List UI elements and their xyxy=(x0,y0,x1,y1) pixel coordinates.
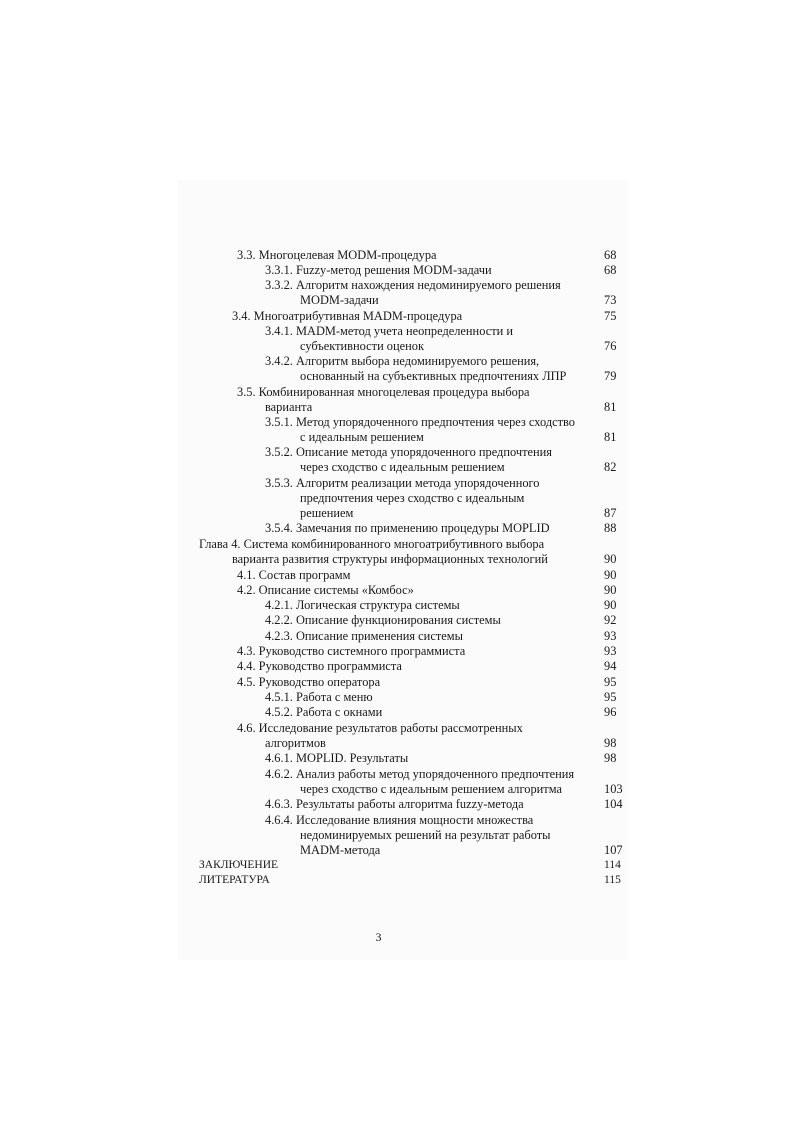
toc-entry-continuation xyxy=(0,552,795,568)
toc-entry-title: 4.2.1. Логическая структура системы xyxy=(265,598,460,612)
toc-entry-4-2-1[interactable] xyxy=(0,598,795,614)
toc-entry-title: алгоритмов xyxy=(265,736,326,750)
toc-entry-page: 90 xyxy=(604,583,617,597)
toc-entry-page: 73 xyxy=(604,293,617,307)
toc-entry-4-5-2[interactable] xyxy=(0,705,795,721)
toc-entry-4-6-1[interactable] xyxy=(0,751,795,767)
toc-entry-title: 4.6.3. Результаты работы алгоритма fuzzy-метода xyxy=(265,797,524,811)
toc-entry-4-4[interactable] xyxy=(0,659,795,675)
toc-entry-page: 104 xyxy=(604,797,623,811)
toc-entry-page: 81 xyxy=(604,430,617,444)
toc-entry-title: MADM-метода xyxy=(300,843,381,857)
toc-entry-title: предпочтения через сходство с идеальным xyxy=(300,491,525,505)
toc-entry-title: недоминируемых решений на результат работы xyxy=(300,828,551,842)
toc-entry-page: 68 xyxy=(604,248,617,262)
toc-entry-page: 76 xyxy=(604,339,617,353)
toc-entry-page: 114 xyxy=(604,859,621,871)
toc-entry-title: варианта xyxy=(265,400,313,414)
toc-entry-page: 96 xyxy=(604,705,617,719)
toc-entry-continuation xyxy=(0,843,795,859)
toc-entry-title: Глава 4. Система комбинированного многоатрибутивного выбора xyxy=(199,537,545,551)
toc-entry-page: 82 xyxy=(604,460,617,474)
toc-entry-3-3-1[interactable] xyxy=(0,263,795,279)
toc-entry-3-4[interactable] xyxy=(0,309,795,325)
toc-entry-page: 115 xyxy=(604,874,621,886)
toc-entry-3-5-4[interactable] xyxy=(0,521,795,537)
toc-entry-continuation xyxy=(0,400,795,416)
toc-entry-3-5-1[interactable] xyxy=(0,415,795,431)
toc-entry-literature[interactable] xyxy=(0,873,795,889)
toc-entry-4-2[interactable] xyxy=(0,583,795,599)
toc-entry-continuation xyxy=(0,506,795,522)
toc-entry-page: 79 xyxy=(604,369,617,383)
toc-entry-3-5-2[interactable] xyxy=(0,445,795,461)
toc-entry-title: 3.5.2. Описание метода упорядоченного предпочтения xyxy=(265,445,552,459)
toc-entry-3-5-3[interactable] xyxy=(0,476,795,492)
toc-entry-title: 4.2. Описание системы «Комбос» xyxy=(237,583,414,597)
toc-entry-continuation xyxy=(0,736,795,752)
toc-entry-page: 95 xyxy=(604,690,617,704)
toc-entry-title: через сходство с идеальным решением алгоритма xyxy=(300,782,562,796)
toc-entry-4-3[interactable] xyxy=(0,644,795,660)
toc-entry-title: основанный на субъективных предпочтениях ЛПР xyxy=(300,369,567,383)
toc-entry-page: 95 xyxy=(604,675,617,689)
toc-entry-title: 3.5. Комбинированная многоцелевая процедура выбора xyxy=(237,385,530,399)
toc-entry-4-6-4[interactable] xyxy=(0,813,795,829)
toc-entry-page: 103 xyxy=(604,782,623,796)
toc-entry-title: ЛИТЕРАТУРА xyxy=(199,874,270,886)
toc-entry-title: 3.4. Многоатрибутивная MADM-процедура xyxy=(232,309,463,323)
toc-entry-title: 4.4. Руководство программиста xyxy=(237,659,402,673)
toc-entry-4-5[interactable] xyxy=(0,675,795,691)
toc-entry-4-6[interactable] xyxy=(0,721,795,737)
toc-entry-title: 3.3.2. Алгоритм нахождения недоминируемого решения xyxy=(265,278,561,292)
toc-entry-title: 4.6.2. Анализ работы метод упорядоченного предпочтения xyxy=(265,767,575,781)
toc-entry-continuation xyxy=(0,491,795,507)
toc-entry-title: 3.3.1. Fuzzy-метод решения MODM-задачи xyxy=(265,263,492,277)
toc-entry-page: 87 xyxy=(604,506,617,520)
toc-entry-page: 75 xyxy=(604,309,617,323)
toc-entry-page: 93 xyxy=(604,629,617,643)
toc-entry-title: через сходство с идеальным решением xyxy=(300,460,505,474)
toc-entry-page: 98 xyxy=(604,736,617,750)
toc-entry-page: 93 xyxy=(604,644,617,658)
toc-entry-page: 107 xyxy=(604,843,623,857)
toc-entry-page: 90 xyxy=(604,598,617,612)
toc-entry-title: 4.6.1. MOPLID. Результаты xyxy=(265,751,409,765)
toc-entry-title: 4.2.3. Описание применения системы xyxy=(265,629,463,643)
toc-entry-3-4-1[interactable] xyxy=(0,324,795,340)
toc-entry-3-5[interactable] xyxy=(0,385,795,401)
toc-entry-3-4-2[interactable] xyxy=(0,354,795,370)
toc-entry-title: 4.6.4. Исследование влияния мощности множества xyxy=(265,813,534,827)
page-number-text: 3 xyxy=(375,930,382,944)
toc-entry-4-1[interactable] xyxy=(0,568,795,584)
toc-entry-continuation xyxy=(0,430,795,446)
toc-entry-page: 68 xyxy=(604,263,617,277)
toc-entry-page: 98 xyxy=(604,751,617,765)
toc-entry-page: 90 xyxy=(604,568,617,582)
toc-entry-title: 4.5.1. Работа с меню xyxy=(265,690,373,704)
toc-entry-continuation xyxy=(0,782,795,798)
toc-entry-title: 3.4.1. MADM-метод учета неопределенности и xyxy=(265,324,513,338)
toc-entry-continuation xyxy=(0,460,795,476)
toc-entry-title: 4.5. Руководство оператора xyxy=(237,675,381,689)
toc-entry-title: с идеальным решением xyxy=(300,430,424,444)
toc-entry-title: 3.5.3. Алгоритм реализации метода упорядоченного xyxy=(265,476,540,490)
toc-entry-4-5-1[interactable] xyxy=(0,690,795,706)
toc-entry-4-6-3[interactable] xyxy=(0,797,795,813)
toc-entry-title: 3.4.2. Алгоритм выбора недоминируемого решения, xyxy=(265,354,540,368)
toc-entry-3-3[interactable] xyxy=(0,248,795,264)
toc-entry-title: 4.3. Руководство системного программиста xyxy=(237,644,466,658)
toc-entry-title: 4.1. Состав программ xyxy=(237,568,351,582)
toc-entry-continuation xyxy=(0,828,795,844)
toc-entry-title: 4.6. Исследование результатов работы рассмотренных xyxy=(237,721,523,735)
toc-entry-title: 4.2.2. Описание функционирования системы xyxy=(265,613,501,627)
page-number xyxy=(0,930,795,945)
toc-entry-title: варианта развития структуры информационных технологий xyxy=(232,552,548,566)
toc-entry-page: 81 xyxy=(604,400,617,414)
toc-entry-conclusion[interactable] xyxy=(0,858,795,874)
toc-entry-title: субъективности оценок xyxy=(300,339,424,353)
toc-entry-continuation xyxy=(0,369,795,385)
toc-entry-title: 3.5.1. Метод упорядоченного предпочтения через сходство xyxy=(265,415,575,429)
toc-entry-title: решением xyxy=(300,506,354,520)
toc-entry-4-2-2[interactable] xyxy=(0,613,795,629)
toc-entry-chapter-4[interactable] xyxy=(0,537,795,553)
toc-entry-3-3-2[interactable] xyxy=(0,278,795,294)
toc-entry-title: ЗАКЛЮЧЕНИЕ xyxy=(199,859,279,871)
toc-entry-title: 4.5.2. Работа с окнами xyxy=(265,705,383,719)
toc-entry-page: 88 xyxy=(604,521,617,535)
toc-entry-4-2-3[interactable] xyxy=(0,629,795,645)
toc-entry-title: 3.3. Многоцелевая MODM-процедура xyxy=(237,248,437,262)
toc-entry-title: 3.5.4. Замечания по применению процедуры MOPLID xyxy=(265,521,550,535)
toc-entry-continuation xyxy=(0,339,795,355)
toc-entry-page: 94 xyxy=(604,659,617,673)
toc-entry-page: 90 xyxy=(604,552,617,566)
toc-entry-page: 92 xyxy=(604,613,617,627)
toc-entry-title: MODM-задачи xyxy=(300,293,379,307)
toc-entry-continuation xyxy=(0,293,795,309)
toc-entry-4-6-2[interactable] xyxy=(0,767,795,783)
